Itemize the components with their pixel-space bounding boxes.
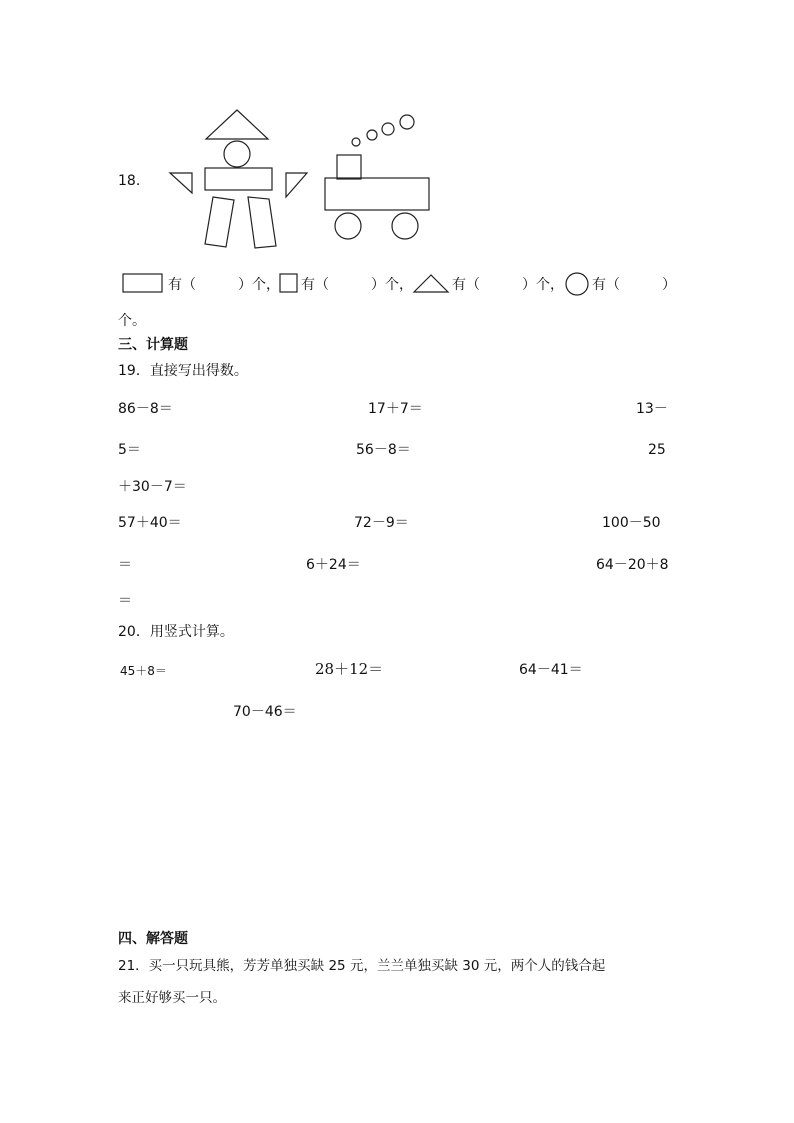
rect-count-label: 有（ ）个， bbox=[168, 277, 280, 293]
q20-expr: 45＋8＝ bbox=[120, 664, 167, 678]
train-wheel-right-circle bbox=[392, 213, 418, 239]
legend-triangle-icon bbox=[414, 275, 448, 292]
q20-title: 20．用竖式计算。 bbox=[118, 624, 234, 640]
robot-left-arm-triangle bbox=[170, 173, 192, 193]
circle-count-label: 有（ ） bbox=[592, 277, 676, 293]
q19-expr: 72－9＝ bbox=[354, 515, 409, 531]
legend-square-icon bbox=[280, 274, 297, 292]
robot-left-leg-rect bbox=[205, 197, 234, 247]
q19-title: 19．直接写出得数。 bbox=[118, 363, 248, 379]
train-wheel-left-circle bbox=[335, 213, 361, 239]
q18-number: 18. bbox=[118, 173, 141, 189]
q19-expr: 56－8＝ bbox=[356, 442, 411, 458]
train-cab-square bbox=[337, 155, 361, 179]
q19-expr: 5＝ bbox=[118, 442, 141, 458]
q20-expr: 64－41＝ bbox=[519, 662, 583, 678]
triangle-count-label: 有（ ）个， bbox=[452, 277, 564, 293]
q21-line2: 来正好够买一只。 bbox=[118, 990, 226, 1006]
q19-expr: 86－8＝ bbox=[118, 401, 173, 417]
smoke-circle-2 bbox=[367, 130, 377, 140]
section3-heading: 三、计算题 bbox=[118, 337, 188, 353]
robot-right-arm-triangle bbox=[286, 173, 307, 197]
q21-line1: 21．买一只玩具熊，芳芳单独买缺 25 元，兰兰单独买缺 30 元，两个人的钱合起 bbox=[118, 958, 606, 974]
q19-expr: 57＋40＝ bbox=[118, 515, 182, 531]
robot-head-circle bbox=[224, 141, 250, 167]
q20-expr: 70－46＝ bbox=[233, 704, 297, 720]
q19-expr: ＝ bbox=[118, 593, 132, 609]
legend-rect-icon bbox=[123, 274, 162, 292]
robot-hat-triangle bbox=[206, 110, 268, 139]
q19-expr: ＋30－7＝ bbox=[118, 479, 187, 495]
square-count-label: 有（ ）个， bbox=[301, 277, 413, 293]
robot-right-leg-rect bbox=[248, 197, 276, 248]
robot-body-rect bbox=[205, 168, 272, 190]
q19-expr: 13－ bbox=[636, 401, 668, 417]
smoke-circle-1 bbox=[352, 138, 360, 146]
q19-expr: 17＋7＝ bbox=[368, 401, 423, 417]
smoke-circle-3 bbox=[382, 123, 394, 135]
q19-expr: 100－50 bbox=[602, 515, 661, 531]
q19-expr: 64－20＋8 bbox=[596, 557, 669, 573]
q18-tail: 个。 bbox=[118, 313, 146, 329]
q20-expr: 28＋12＝ bbox=[315, 660, 384, 678]
smoke-circle-4 bbox=[400, 115, 414, 129]
q19-expr: 25 bbox=[648, 442, 666, 458]
q19-expr: 6＋24＝ bbox=[306, 557, 361, 573]
q19-expr: ＝ bbox=[118, 557, 132, 573]
q18-figures bbox=[0, 0, 794, 320]
train-body-rect bbox=[325, 178, 429, 210]
legend-circle-icon bbox=[566, 273, 588, 295]
section4-heading: 四、解答题 bbox=[118, 931, 188, 947]
